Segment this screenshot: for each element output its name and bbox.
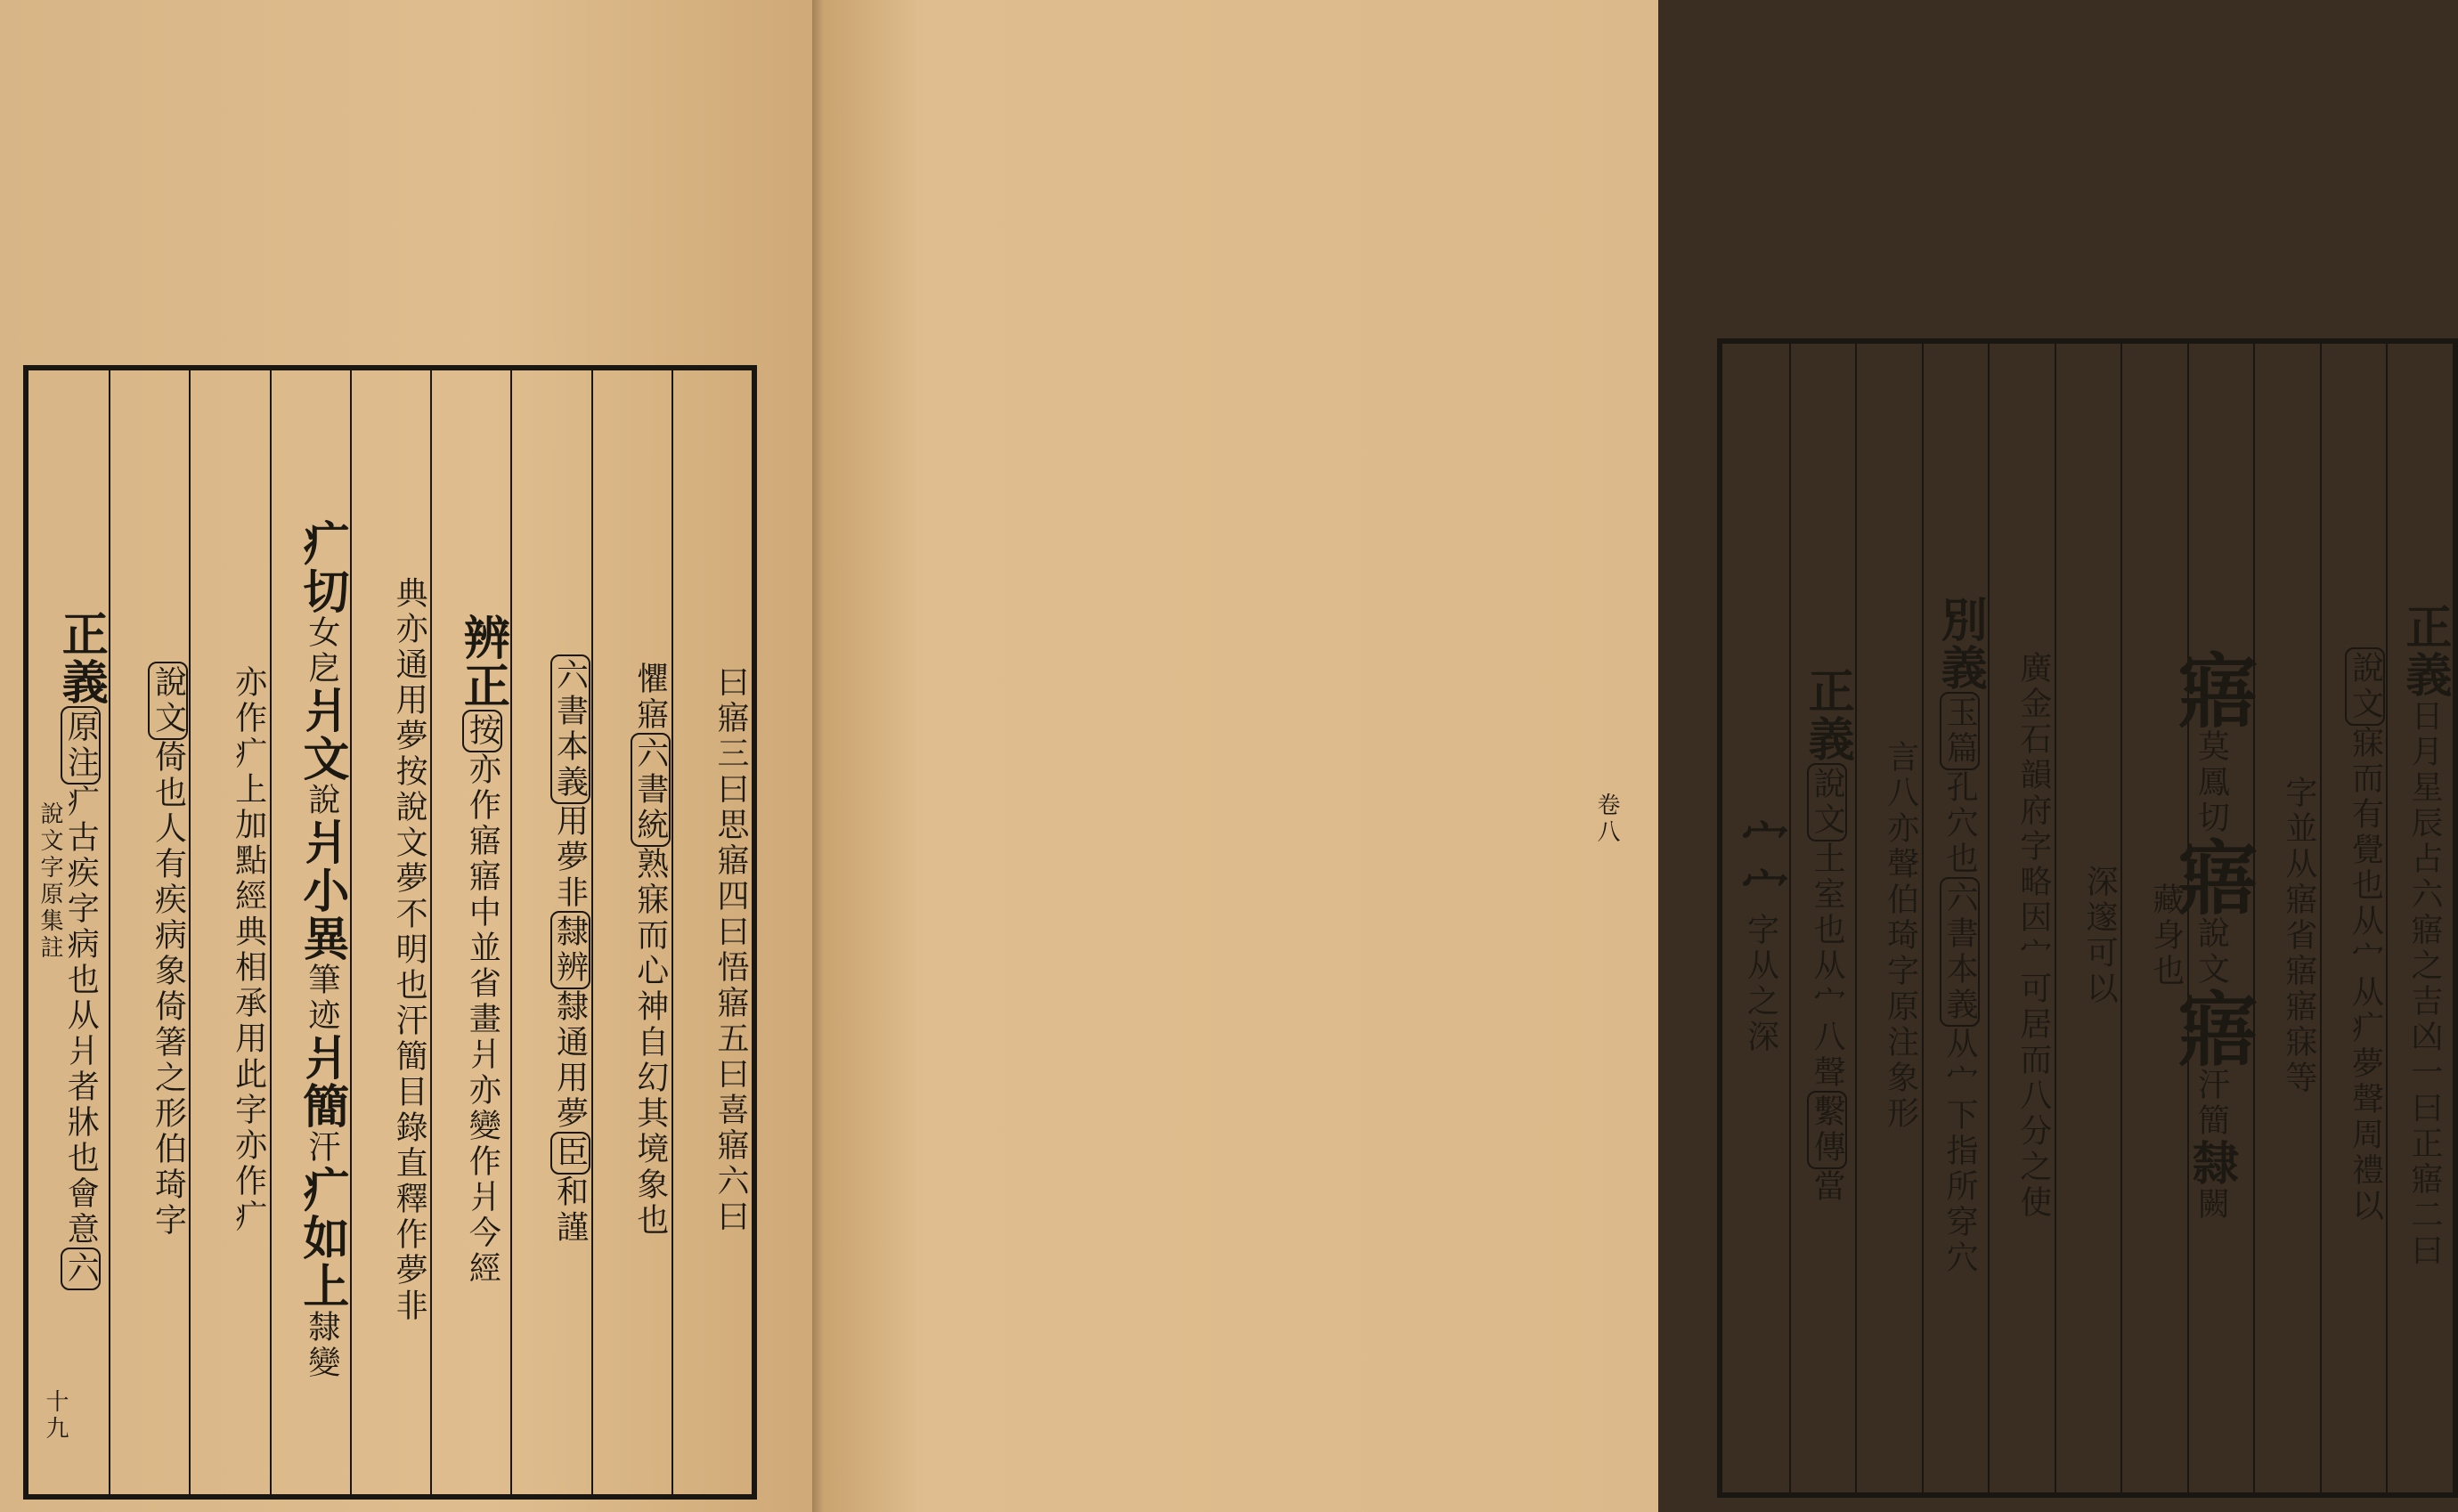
glyph-run: 曰寤三曰思寤四曰悟寤五曰喜寤六曰 (712, 665, 749, 1235)
text-column-col-5 (350, 370, 430, 1494)
glyph-run: 隸變 (303, 1310, 340, 1381)
glyph-run: 莫鳳切 (2193, 729, 2230, 836)
text-column-col-5 (1988, 344, 2055, 1492)
text-column-col-11 (2386, 344, 2453, 1492)
left-page (0, 0, 823, 1512)
glyph-run: 正義 (53, 610, 109, 706)
glyph-run: 汗 (303, 1130, 340, 1166)
glyph-run: 象形 (1882, 1061, 1919, 1132)
glyph-run: 字从之 (1742, 913, 1779, 1020)
glyph-run: 宀宀 (1733, 817, 1788, 913)
text-column-col-2 (109, 370, 189, 1494)
volume-label: 卷八 (1593, 793, 1620, 846)
glyph-run: 寤 (2163, 836, 2259, 916)
glyph-run: 正義 (1800, 667, 1855, 763)
left-text-frame (23, 365, 757, 1500)
text-column-col-3 (189, 370, 269, 1494)
glyph-run: 伯琦字原注 (1882, 882, 1919, 1061)
glyph-run: 倚也人有疾病象倚箸之形 (150, 740, 187, 1132)
glyph-run: 藏身也 (2147, 882, 2185, 989)
glyph-run: 六書本義 (550, 654, 590, 804)
glyph-run: 說 (303, 783, 340, 818)
book-title-margin: 說文字原集註 (37, 801, 63, 962)
glyph-run: 說文 (1807, 763, 1847, 841)
right-page (823, 0, 2452, 1512)
text-column-col-8 (591, 370, 671, 1494)
glyph-run: 亦作疒上加點經典相承用此字亦作疒 (230, 665, 267, 1235)
text-column-col-2 (1789, 344, 1856, 1492)
glyph-run: 說文 (2345, 647, 2385, 726)
glyph-run: 臣 (550, 1132, 590, 1175)
glyph-run: 疒如上 (294, 1166, 349, 1310)
glyph-run: 隸通用夢 (551, 989, 589, 1132)
glyph-run: 隸辨 (550, 911, 590, 989)
text-column-col-1 (1722, 344, 1789, 1492)
glyph-run: 爿簡 (294, 1034, 349, 1130)
glyph-run: 疒切 (294, 519, 349, 615)
glyph-run: 原注 (61, 706, 101, 784)
text-column-col-9 (2253, 344, 2320, 1492)
glyph-run: 土室也从宀八聲 (1809, 841, 1846, 1091)
glyph-run: 六 (61, 1248, 101, 1290)
glyph-run: 疒古疾字病也从爿者牀也會意 (62, 784, 100, 1248)
glyph-run: 闕 (2193, 1187, 2230, 1223)
glyph-run: 从宀下指所穿穴 (1941, 1027, 1979, 1276)
glyph-run: 深 (1742, 1020, 1779, 1055)
text-column-col-6 (2055, 344, 2121, 1492)
glyph-run: 言八亦聲 (1882, 740, 1919, 882)
glyph-run: 亦作寤寤中並省畫爿亦變作爿今經 (464, 752, 501, 1287)
glyph-run: 說文 (148, 662, 188, 740)
glyph-run: 玉篇 (1940, 692, 1980, 770)
text-column-col-4 (270, 370, 350, 1494)
text-column-col-9 (671, 370, 752, 1494)
glyph-run: 隸 (2184, 1139, 2239, 1187)
glyph-run: 深邃可以 (2081, 865, 2119, 1007)
text-column-col-7 (510, 370, 590, 1494)
glyph-run: 和謹 (551, 1175, 589, 1246)
right-text-frame (1717, 338, 2458, 1498)
glyph-run: 寐而有覺也从宀从疒夢聲周禮以 (2347, 726, 2384, 1224)
glyph-run: 說文 (2193, 916, 2230, 988)
text-column-col-3 (1855, 344, 1922, 1492)
glyph-run: 熟寐而心神自幻其境象也 (631, 847, 669, 1239)
glyph-run: 孔穴也 (1941, 770, 1979, 877)
glyph-run: 爿文 (294, 687, 349, 783)
glyph-run: 懼寤 (631, 662, 669, 733)
glyph-run: 別義 (1933, 596, 1988, 692)
text-column-col-4 (1922, 344, 1989, 1492)
glyph-run: 汗簡 (2193, 1068, 2230, 1139)
glyph-run: 六書本義 (1940, 877, 1980, 1027)
text-column-col-6 (430, 370, 510, 1494)
page-number: 十九 (42, 1389, 69, 1443)
glyph-run: 字並从寤省 (2280, 776, 2317, 954)
glyph-run: 伯琦字 (150, 1132, 187, 1239)
glyph-run: 寤 (2163, 649, 2259, 729)
glyph-run: 因宀可居而八分之使 (2014, 900, 2052, 1221)
glyph-run: 筆迹 (303, 963, 340, 1034)
glyph-run: 寤寤寐等 (2280, 954, 2317, 1096)
glyph-run: 按 (462, 710, 502, 752)
text-column-col-10 (2320, 344, 2387, 1492)
glyph-run: 日月星辰占六寤之吉凶一曰正寤二曰 (2405, 699, 2443, 1269)
glyph-run: 用夢非 (551, 804, 589, 911)
glyph-run: 爿小異 (294, 818, 349, 963)
glyph-run: 正義 (2397, 603, 2452, 699)
glyph-run: 辨正 (455, 614, 510, 710)
glyph-run: 當 (1809, 1169, 1846, 1205)
text-column-col-1 (28, 370, 109, 1494)
glyph-run: 典亦通用夢按說文夢不明也汗簡目錄直釋作夢非 (391, 576, 428, 1324)
glyph-run: 廣金石韻府字略 (2014, 651, 2052, 900)
glyph-run: 六書統 (631, 733, 671, 847)
glyph-run: 女戹 (303, 615, 340, 687)
glyph-run: 寤 (2163, 988, 2259, 1068)
glyph-run: 繫傳 (1807, 1091, 1847, 1169)
